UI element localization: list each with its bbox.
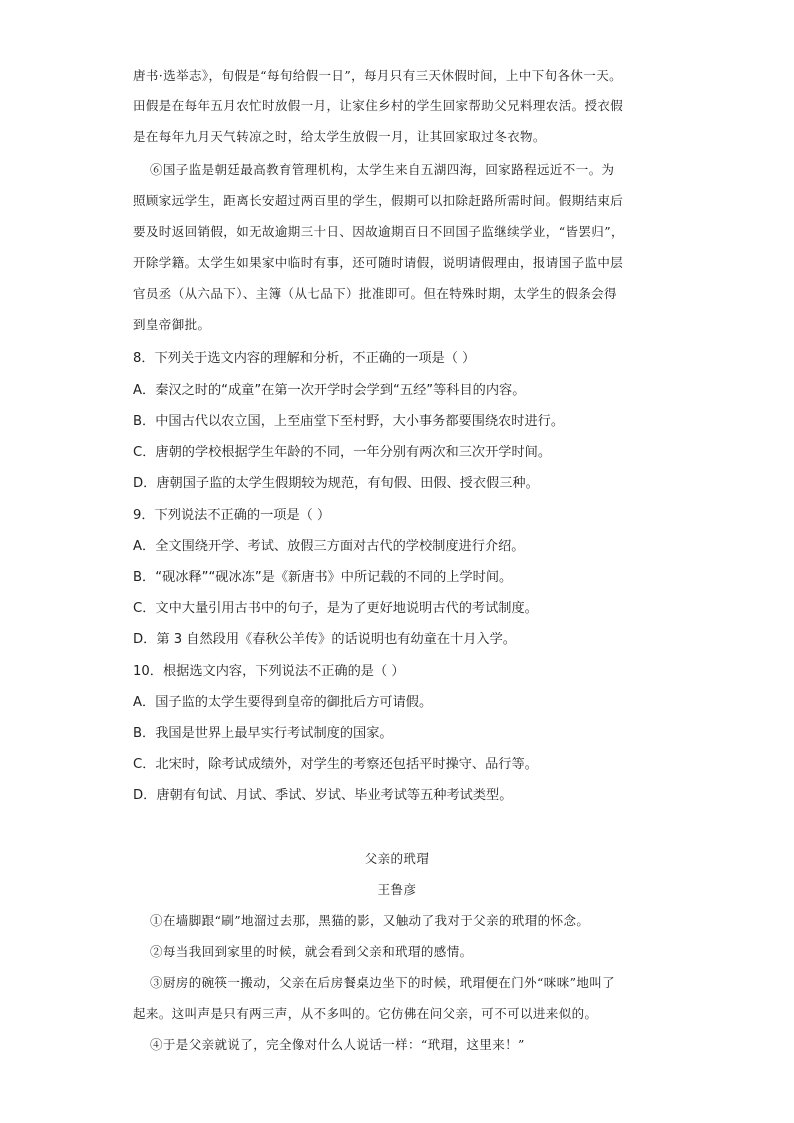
passage-1-line: ⑥国子监是朝廷最高教育管理机构，太学生来自五湖四海，回家路程远近不一。为 [150,162,615,177]
option-a: A．秦汉之时的“成童”在第一次开学时会学到“五经”等科目的内容。 [133,383,526,398]
option-a: A．国子监的太学生要得到皇帝的御批后方可请假。 [133,695,433,710]
question-stem: 10．根据选文内容，下列说法不正确的是（ ） [133,664,405,679]
passage-1-line: 开除学籍。太学生如果家中临时有事，还可随时请假，说明请假理由，报请国子监中层 [133,255,624,270]
passage-1-line: 照顾家远学生，距离长安超过两百里的学生，假期可以扣除赶路所需时间。假期结束后 [133,193,624,208]
passage-1-line: 田假是在每年五月农忙时放假一月，让家住乡村的学生回家帮助父兄料理农活。授衣假 [133,98,624,113]
option-b: B．“砚冰释”“砚冰冻”是《新唐书》中所记载的不同的上学时间。 [133,570,513,585]
passage-2-line: 起来。这叫声是只有两三声，从不多叫的。它仿佛在问父亲，可不可以进来似的。 [133,1006,598,1021]
option-d: D．第 3 自然段用《春秋公羊传》的话说明也有幼童在十月入学。 [133,632,516,647]
option-c: C．唐朝的学校根据学生年龄的不同，一年分别有两次和三次开学时间。 [133,445,552,460]
passage-1-line: 官员丞（从六品下）、主簿（从七品下）批准即可。但在特殊时期，太学生的假条会得 [133,286,617,301]
question-stem: 8．下列关于选文内容的理解和分析，不正确的一项是（ ） [133,351,476,366]
option-d: D．唐朝有旬试、月试、季试、岁试、毕业考试等五种考试类型。 [133,788,513,803]
option-c: C．北宋时，除考试成绩外，对学生的考察还包括平时操守、品行等。 [133,757,538,772]
option-b: B．中国古代以农立国，上至庙堂下至村野，大小事务都要围绕农时进行。 [133,414,565,429]
passage-2-line: ③厨房的碗筷一搬动，父亲在后房餐桌边坐下的时候，玳瑁便在门外“咪咪”地叫了 [150,975,616,990]
question-stem: 9．下列说法不正确的一项是（ ） [133,508,331,523]
passage-2-line: ①在墙脚跟“刷”地溜过去那，黑猫的影，又触动了我对于父亲的玳瑁的怀念。 [150,913,590,928]
passage-2-line: ④于是父亲就说了，完全像对什么人说话一样：“玳瑁，这里来！” [150,1037,525,1052]
passage-author: 王鲁彦 [377,882,417,897]
option-a: A．全文围绕开学、考试、放假三方面对古代的学校制度进行介绍。 [133,539,525,554]
passage-2-line: ②每当我回到家里的时候，就会看到父亲和玳瑁的感情。 [150,944,473,959]
option-d: D．唐朝国子监的太学生假期较为规范，有旬假、田假、授衣假三种。 [133,476,539,491]
passage-1-line: 到皇帝御批。 [133,317,211,332]
option-c: C．文中大量引用古书中的句子，是为了更好地说明古代的考试制度。 [133,601,538,616]
passage-title: 父亲的玳瑁 [364,851,430,866]
passage-1-line: 是在每年九月天气转凉之时，给太学生放假一月，让其回家取过冬衣物。 [133,129,546,144]
passage-1-line: 唐书·选举志》，旬假是“每旬给假一日”，每月只有三天休假时间，上中下旬各休一天。 [133,68,623,83]
passage-1-line: 要及时返回销假，如无故逾期三十日、因故逾期百日不回国子监继续学业，“皆罢归”， [133,224,624,239]
option-b: B．我国是世界上最早实行考试制度的国家。 [133,726,393,741]
